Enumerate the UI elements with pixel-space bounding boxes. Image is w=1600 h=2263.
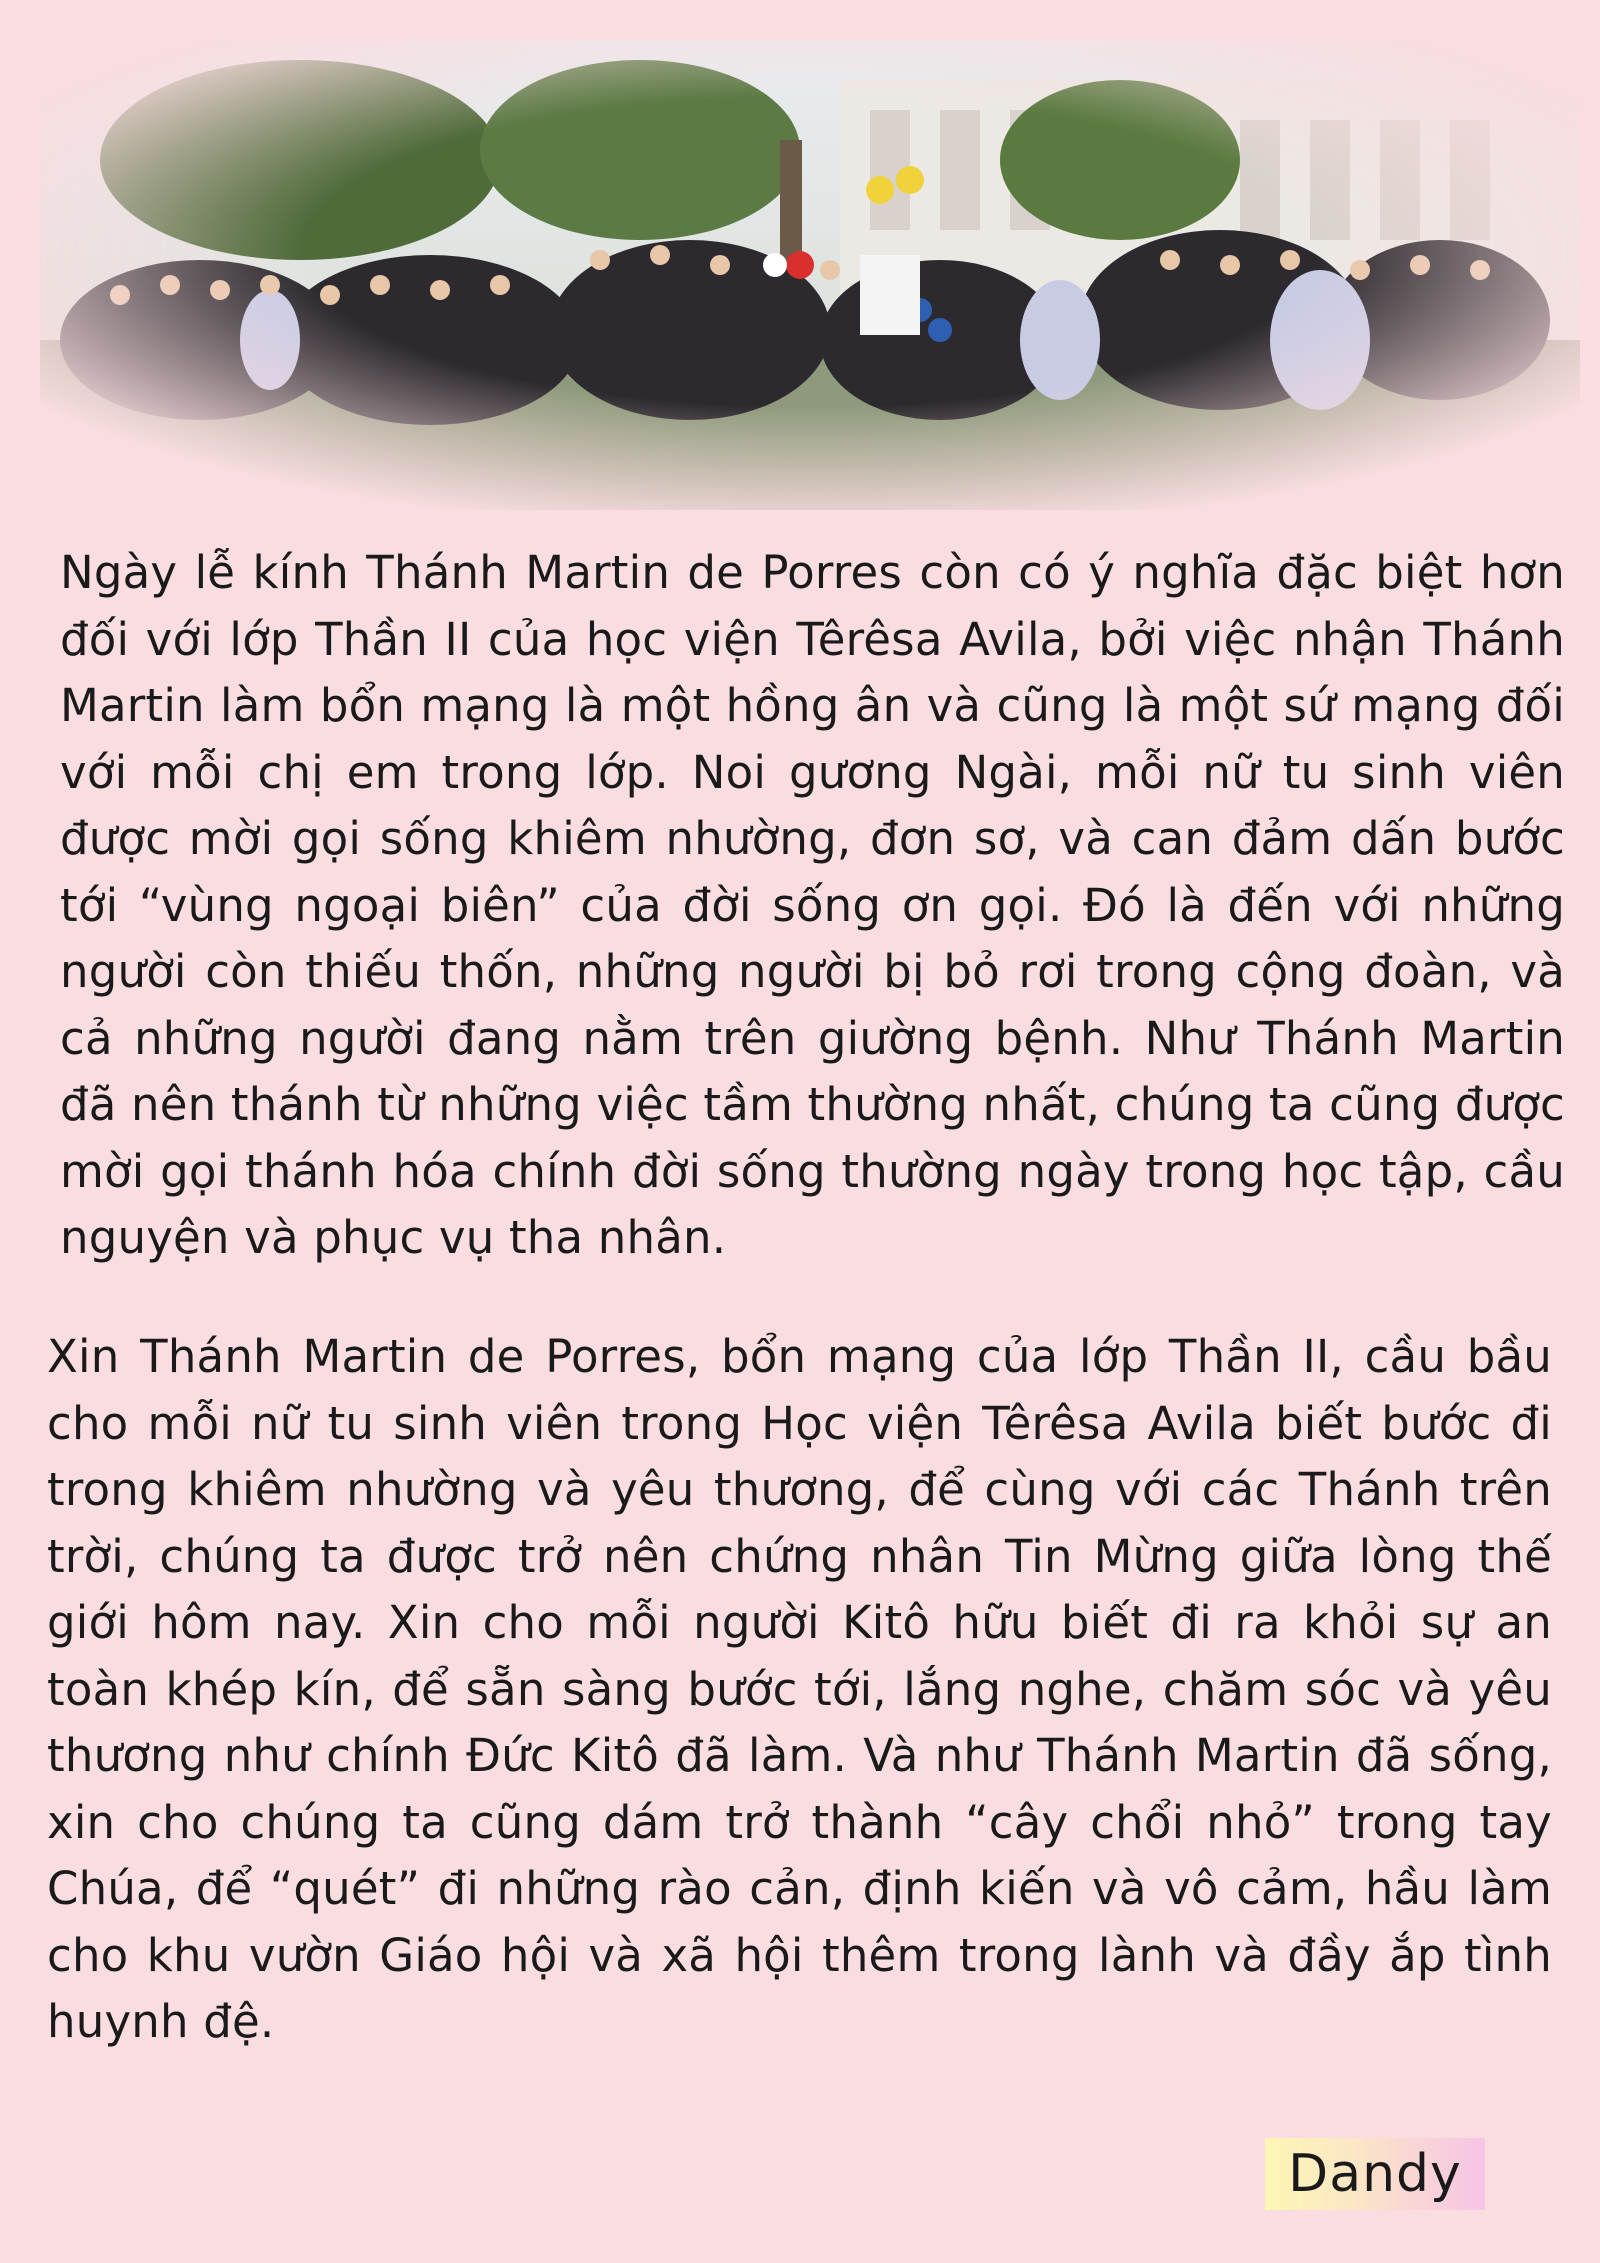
author-signature: Dandy [1265,2138,1485,2210]
paragraph-prayer: Xin Thánh Martin de Porres, bổn mạng của lớp Thần II, cầu bầu cho mỗi nữ tu sinh viên trong Học viện Têrêsa Avila biết bước đi trong khiêm nhường và yêu thương, để cùng với các Thánh trên trời, chúng ta được trở nên chứng nhân Tin Mừng giữa lòng thế giới hôm nay. Xin cho mỗi người Kitô hữu biết đi ra khỏi sự an toàn khép kín, để sẵn sàng bước tới, lắng nghe, chăm sóc và yêu thương như chính Đức Kitô đã làm. Và như Thánh Martin đã sống, xin cho chúng ta cũng dám trở thành “cây chổi nhỏ” trong tay Chúa, để “quét” đi những rào cản, định kiến và vô cảm, hầu làm cho khu vườn Giáo hội và xã hội thêm trong lành và đầy ắp tình huynh đệ. [47,1330,1552,2048]
group-photo-image [40,40,1580,510]
paragraph-feast-meaning: Ngày lễ kính Thánh Martin de Porres còn có ý nghĩa đặc biệt hơn đối với lớp Thần II của học viện Têrêsa Avila, bởi việc nhận Thánh Martin làm bổn mạng là một hồng ân và cũng là một sứ mạng đối với mỗi chị em trong lớp. Noi gương Ngài, mỗi nữ tu sinh viên được mời gọi sống khiêm nhường, đơn sơ, và can đảm dấn bước tới “vùng ngoại biên” của đời sống ơn gọi. Đó là đến với những người còn thiếu thốn, những người bị bỏ rơi trong cộng đoàn, và cả những người đang nằm trên giường bệnh. Như Thánh Martin đã nên thánh từ những việc tầm thường nhất, chúng ta cũng được mời gọi thánh hóa chính đời sống thường ngày trong học tập, cầu nguyện và phục vụ tha nhân. [60,546,1565,1264]
group-photo [40,40,1580,510]
